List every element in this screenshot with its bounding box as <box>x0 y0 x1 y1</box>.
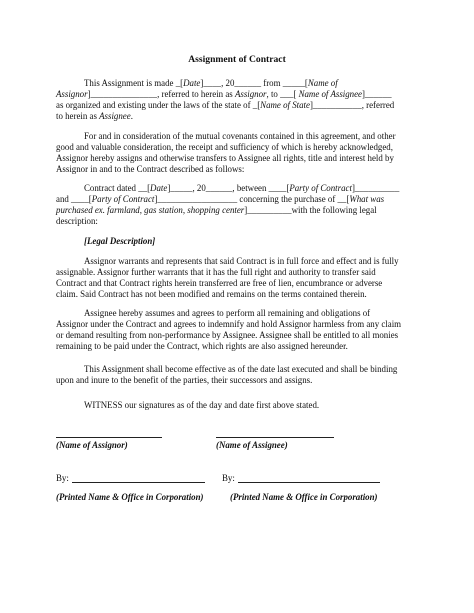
paragraph-warranties-line-1: Assignor warrants and represents that said Contract is in full force and effect and is fully <box>84 256 399 266</box>
paragraph-parties-line-1: This Assignment is made _[Date]____, 20______ from _____[Name of <box>84 78 338 88</box>
paragraph-assumption-line-4: remaining to be paid under the Contract, which rights are also assigned hereunder. <box>56 341 348 351</box>
paragraph-witness: WITNESS our signatures as of the day and date first above stated. <box>84 400 320 410</box>
paragraph-assumption-line-1: Assignee hereby assumes and agrees to perform all remaining and obligations of <box>84 308 371 318</box>
paragraph-effective-line-2: upon and inure to the benefit of the parties, their successors and assigns. <box>56 375 313 385</box>
paragraph-contract-line-1: Contract dated __[Date]_____, 20______, between ____[Party of Contract]__________ <box>84 183 400 193</box>
paragraph-parties-line-2: Assignor]_______________, referred to herein as Assignor, to ___[ Name of Assignee]______ <box>56 89 392 99</box>
paragraph-assumption-line-3: or demand resulting from non-performance by Assignee. Assignee shall be entitled to all monies <box>56 330 399 340</box>
assignor-name-line <box>56 437 162 438</box>
paragraph-contract-line-3: purchased ex. farmland, gas station, shopping center]__________with the following legal <box>56 205 377 215</box>
paragraph-warranties-line-4: claim. Said Contract has not been modified and remains on the terms contained therein. <box>56 289 367 299</box>
assignee-name-label: (Name of Assignee) <box>216 440 288 450</box>
paragraph-parties-line-4: to herein as Assignee. <box>56 111 133 121</box>
assignor-by-label: By: <box>56 473 69 483</box>
paragraph-contract-line-4: description: <box>56 216 98 226</box>
assignee-printed-name-label: (Printed Name & Office in Corporation) <box>230 492 378 502</box>
paragraph-effective-line-1: This Assignment shall become effective as of the date last executed and shall be binding <box>84 364 398 374</box>
paragraph-parties-line-3: as organized and existing under the laws of the state of _[Name of State]___________, referred <box>56 100 395 110</box>
assignee-by-label: By: <box>222 473 235 483</box>
assignor-signature-line <box>72 482 205 483</box>
paragraph-contract-line-2: and ____[Party of Contract]__________________ concerning the purchase of __[What was <box>56 194 385 204</box>
paragraph-warranties-line-2: assignable. Assignor further warrants that it has the full right and authority to transfer said <box>56 267 376 277</box>
paragraph-assumption-line-2: Assignor under the Contract and agrees to indemnify and hold Assignor harmless from any claim <box>56 319 402 329</box>
assignee-signature-line <box>238 482 380 483</box>
document-title: Assignment of Contract <box>188 54 286 65</box>
paragraph-consideration-line-2: good and valuable consideration, the receipt and sufficiency of which is hereby acknowledged, <box>56 142 393 152</box>
paragraph-consideration-line-1: For and in consideration of the mutual covenants contained in this agreement, and other <box>84 131 396 141</box>
paragraph-consideration-line-4: Assignor in and to the Contract described as follows: <box>56 164 245 174</box>
paragraph-warranties-line-3: Contract and that Contract rights herein transferred are free of lien, encumbrance or adverse <box>56 278 383 288</box>
assignee-name-line <box>216 437 334 438</box>
assignor-name-label: (Name of Assignor) <box>56 440 128 450</box>
paragraph-consideration-line-3: Assignor hereby assigns and otherwise transfers to Assignee all rights, title and interest held by <box>56 153 394 163</box>
assignor-printed-name-label: (Printed Name & Office in Corporation) <box>56 492 204 502</box>
legal-description-placeholder: [Legal Description] <box>84 236 156 246</box>
